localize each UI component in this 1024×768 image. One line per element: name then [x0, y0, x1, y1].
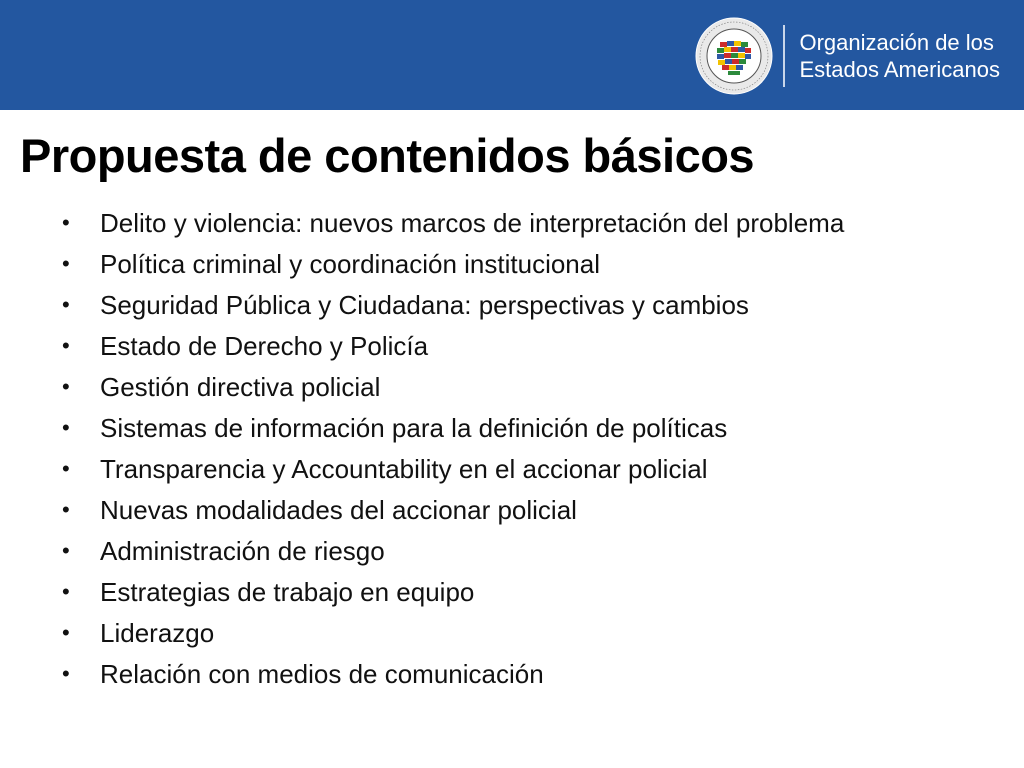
list-item	[62, 536, 982, 566]
org-name-line1: Organización de los	[799, 30, 994, 55]
list-item	[62, 618, 982, 648]
list-item-text: Delito y violencia: nuevos marcos de interpretación del problema	[100, 208, 845, 238]
bullet-icon: •	[62, 661, 70, 686]
list-item	[62, 331, 982, 361]
list-item-text: Sistemas de información para la definición de políticas	[100, 413, 728, 443]
org-name-line2: Estados Americanos	[799, 57, 1000, 82]
list-item	[62, 577, 982, 607]
oas-logo	[695, 16, 1000, 96]
list-item-text: Estado de Derecho y Policía	[100, 331, 429, 361]
list-item-text: Liderazgo	[100, 618, 215, 648]
bullet-icon: •	[62, 292, 70, 317]
bullet-icon: •	[62, 415, 70, 440]
bullet-icon: •	[62, 456, 70, 481]
list-item	[62, 495, 982, 525]
list-item	[62, 290, 982, 320]
oas-seal-icon	[695, 17, 773, 95]
list-item-text: Política criminal y coordinación institucional	[100, 249, 601, 279]
bullet-icon: •	[62, 497, 70, 522]
list-item	[62, 413, 982, 443]
bullet-icon: •	[62, 333, 70, 358]
slide-title: Propuesta de contenidos básicos	[20, 129, 755, 182]
header-band	[0, 0, 1024, 110]
list-item-text: Administración de riesgo	[100, 536, 385, 566]
logo-divider	[783, 25, 785, 87]
bullet-icon: •	[62, 210, 70, 235]
list-item-text: Estrategias de trabajo en equipo	[100, 577, 475, 607]
list-item	[62, 249, 982, 279]
slide-content	[62, 208, 982, 700]
org-name	[799, 29, 1000, 83]
list-item	[62, 454, 982, 484]
list-item-text: Gestión directiva policial	[100, 372, 381, 402]
list-item	[62, 208, 982, 238]
bullet-icon: •	[62, 251, 70, 276]
bullet-icon: •	[62, 620, 70, 645]
list-item-text: Transparencia y Accountability en el accionar policial	[100, 454, 708, 484]
list-item-text: Nuevas modalidades del accionar policial	[100, 495, 577, 525]
list-item-text: Relación con medios de comunicación	[100, 659, 544, 689]
list-item	[62, 659, 982, 689]
bullet-list	[62, 208, 982, 689]
bullet-icon: •	[62, 374, 70, 399]
bullet-icon: •	[62, 538, 70, 563]
list-item-text: Seguridad Pública y Ciudadana: perspectivas y cambios	[100, 290, 749, 320]
bullet-icon: •	[62, 579, 70, 604]
list-item	[62, 372, 982, 402]
